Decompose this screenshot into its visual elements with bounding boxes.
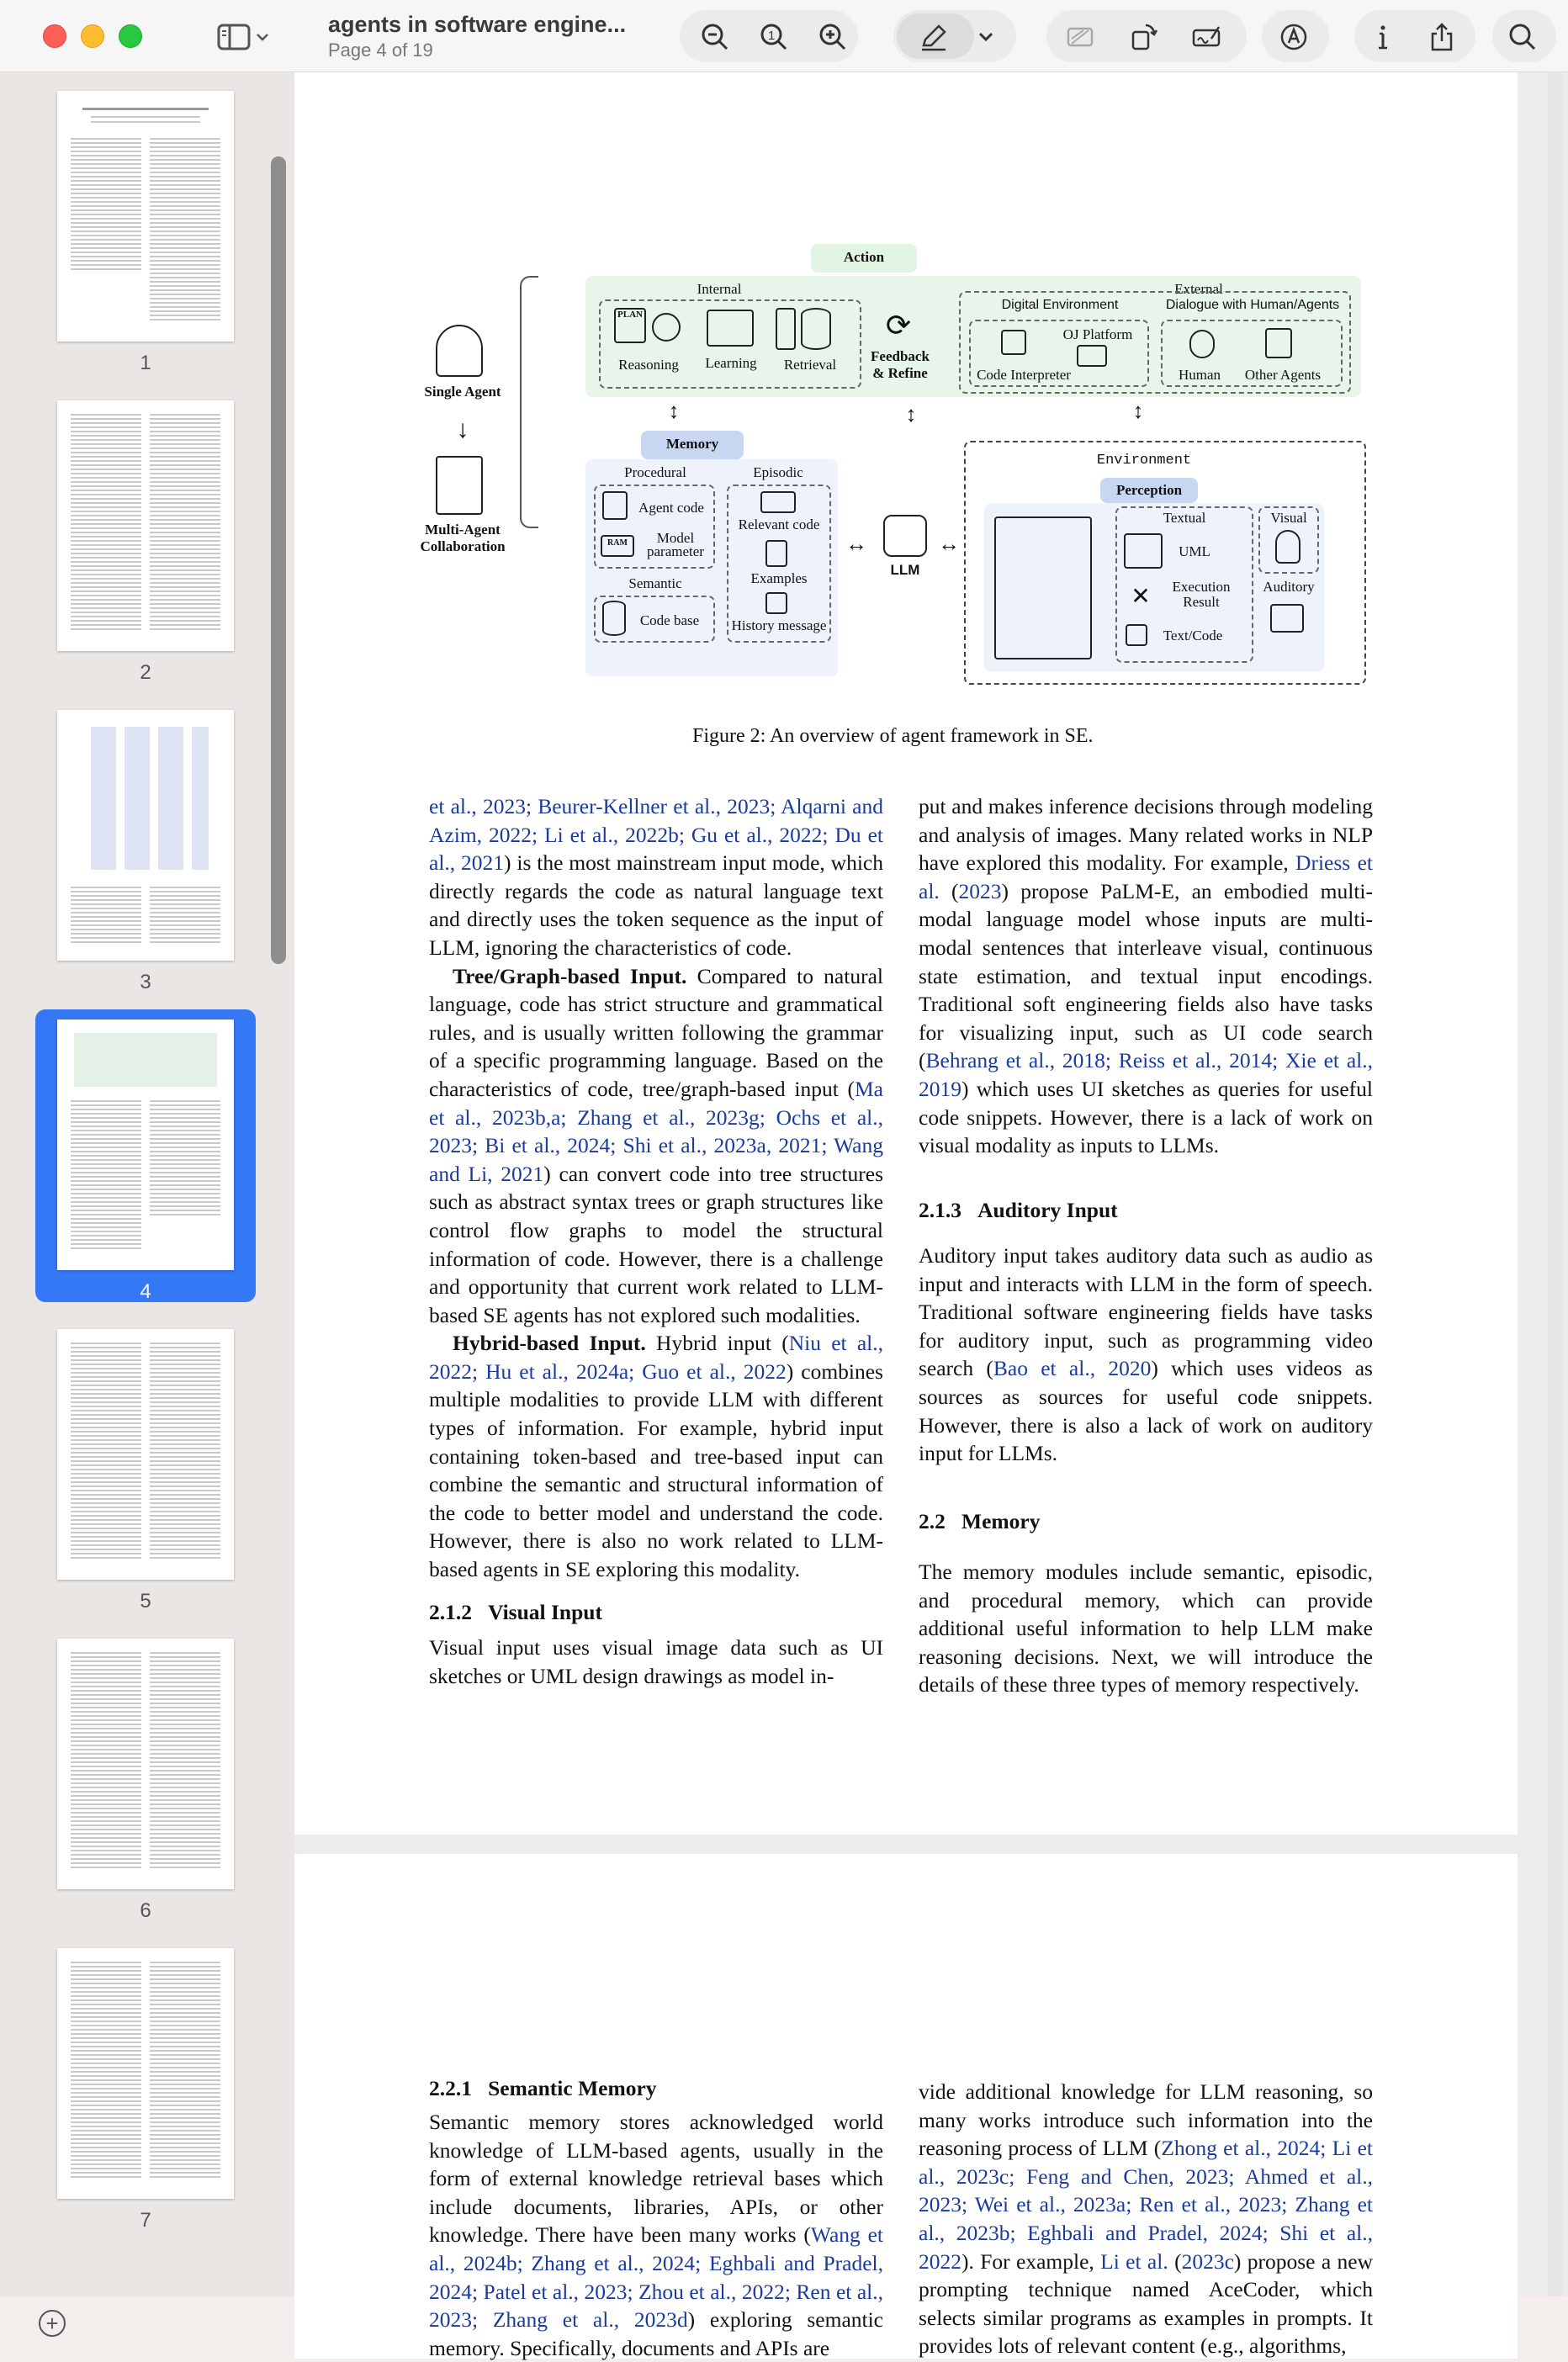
annotate-button[interactable] bbox=[1277, 20, 1311, 54]
clapper-icon bbox=[1270, 604, 1304, 633]
thumbnail-image bbox=[57, 1019, 234, 1270]
body-text: ). For example, bbox=[961, 2248, 1101, 2274]
model-label: Model bbox=[656, 530, 695, 546]
section-heading-auditory bbox=[919, 1198, 1118, 1223]
thumbnail-number: 3 bbox=[140, 971, 151, 993]
arrow-updown-icon: ↕ bbox=[1132, 399, 1144, 423]
citation-link[interactable]: Wang et al., 2024b; Zhang et al., 2024; Eghbali and Pradel, 2024; Patel et al., 2023; Zhou et al., 2022; Ren et al., 2023; Zhang et al., 2023d bbox=[429, 2222, 883, 2333]
share-button[interactable] bbox=[1425, 20, 1459, 54]
human-icon bbox=[1189, 330, 1215, 358]
maximize-window-button[interactable] bbox=[119, 24, 142, 48]
history-message-label: History message bbox=[731, 617, 827, 633]
thumbnail-image bbox=[57, 91, 234, 342]
llm-label: LLM bbox=[890, 562, 920, 578]
zoom-in-icon bbox=[818, 22, 848, 52]
thumbnail-image bbox=[57, 710, 234, 961]
message-icon bbox=[765, 592, 787, 614]
body-text: ) exploring semantic memory. Specifically, documents and APIs are bbox=[429, 2307, 883, 2360]
section-number: 2.1.2 bbox=[429, 1600, 472, 1624]
arrow-updown-icon: ↕ bbox=[668, 399, 680, 423]
add-page-button[interactable] bbox=[39, 2310, 66, 2337]
section-heading-semantic bbox=[429, 2076, 657, 2101]
arrow-updown-icon: ↕ bbox=[905, 402, 917, 426]
body-text: ) propose PaLM-E, an embodied multi-modal language model whose inputs are multi-modal sentences that interleave visual, continuous state estimation, and textual input encodings. Traditional soft engineering fields also have tasks for visualizing input, such as UI code search ( bbox=[919, 878, 1373, 1073]
visual-label: Visual bbox=[1270, 510, 1307, 526]
body-text: ) can convert code into tree structures such as abstract syntax trees or graph structures like control flow graphs to model the structural information of code. However, there is a challenge and opportunity that current work related to LLM-based SE agents has not explored such modalities. bbox=[429, 1161, 883, 1327]
section-number: 2.1.3 bbox=[919, 1198, 961, 1222]
environment-label: Environment bbox=[1096, 453, 1192, 469]
section-title: Visual Input bbox=[488, 1600, 602, 1624]
chevron-down-icon bbox=[256, 32, 269, 42]
agent-code-icon bbox=[602, 491, 628, 520]
section-heading-memory bbox=[919, 1509, 1040, 1534]
plus-icon: + bbox=[45, 2310, 59, 2336]
code-interpreter-label: Code Interpreter bbox=[977, 367, 1071, 383]
body-text: ) is the most mainstream input mode, which directly regards the code as natural language text and directly uses the token sequence as the input of LLM, ignoring the characteristics of code. bbox=[429, 850, 883, 960]
zoom-out-icon bbox=[700, 22, 730, 52]
oj-platform-label: OJ Platform bbox=[1062, 326, 1133, 342]
thumbnail-page-3[interactable] bbox=[35, 710, 256, 994]
section-title: Memory bbox=[961, 1509, 1041, 1533]
thumbnail-image bbox=[57, 1948, 234, 2199]
thumbnail-page-5[interactable] bbox=[35, 1329, 256, 1613]
rotate-icon bbox=[1129, 22, 1159, 52]
plan-label: PLAN bbox=[617, 310, 643, 320]
info-button[interactable] bbox=[1366, 20, 1400, 54]
ram-label: RAM bbox=[607, 538, 628, 548]
actual-size-icon bbox=[759, 22, 789, 52]
text-code-icon bbox=[1126, 624, 1147, 646]
learning-icon bbox=[707, 310, 754, 347]
body-text: ) combines multiple modalities to provide LLM with different types of information. For example, hybrid input containing token-based and tree-based input can combine the semantic and structural information of the code to better model and understand the code. However, there is also no work related to LLM-based agents in SE exploring this modality. bbox=[429, 1358, 883, 1582]
citation-link[interactable]: Ma et al., 2023b,a; Zhang et al., 2023g; Ochs et al., 2023; Bi et al., 2024; Shi et al., 2023a, 2021; Wang and Li, 2021 bbox=[429, 1076, 883, 1186]
bracket bbox=[520, 276, 538, 528]
citation-link[interactable]: Li et al. bbox=[1100, 2248, 1168, 2274]
body-text: ( bbox=[939, 878, 959, 903]
paragraph-heading: Hybrid-based Input. bbox=[453, 1331, 646, 1356]
minimize-window-button[interactable] bbox=[81, 24, 104, 48]
figure-caption: Figure 2: An overview of agent framework in SE. bbox=[692, 725, 1094, 747]
signature-icon bbox=[1191, 22, 1221, 52]
single-agent-icon bbox=[436, 325, 483, 377]
pdf-page-5 bbox=[294, 1854, 1518, 2359]
visual-input-text: Visual input uses visual image data such as UI sketches or UML design drawings as model in- bbox=[429, 1635, 883, 1688]
citation-link[interactable]: Zhong et al., 2024; Li et al., 2023c; Feng and Chen, 2023; Ahmed et al., 2023; Wei et al., 2023a; Ren et al., 2023; Zhang et al., 2023b; Eghbali and Pradel, 2024; Shi et al., 2022 bbox=[919, 2136, 1374, 2274]
auditory-input-text bbox=[919, 1242, 1373, 1468]
sidebar-scrollbar[interactable] bbox=[271, 156, 286, 964]
body-text: Hybrid input ( bbox=[645, 1331, 789, 1356]
digital-environment-label: Digital Environment bbox=[1001, 298, 1119, 312]
paragraph bbox=[429, 962, 883, 1330]
page-indicator: Page 4 of 19 bbox=[328, 40, 433, 61]
dialogue-label: Dialogue with Human/Agents bbox=[1165, 298, 1340, 312]
semantic-memory-text bbox=[429, 2108, 883, 2362]
left-column-text bbox=[429, 792, 883, 1584]
signature-button[interactable] bbox=[1189, 20, 1223, 54]
llm-robot-icon bbox=[883, 515, 927, 557]
actual-size-button[interactable] bbox=[757, 20, 791, 54]
textual-label: Textual bbox=[1163, 510, 1206, 526]
section-number: 2.2.1 bbox=[429, 2076, 472, 2100]
toolbar bbox=[0, 0, 1568, 72]
section-number: 2.2 bbox=[919, 1509, 946, 1533]
right-column-text-page5 bbox=[919, 2078, 1373, 2360]
semantic-label: Semantic bbox=[628, 575, 682, 591]
zoom-in-button[interactable] bbox=[816, 20, 850, 54]
thumbnail-number: 1 bbox=[140, 352, 151, 374]
reasoning-label: Reasoning bbox=[618, 357, 679, 373]
document-icon bbox=[765, 540, 787, 567]
uml-icon bbox=[1124, 533, 1163, 569]
human-label: Human bbox=[1178, 367, 1221, 383]
thumbnail-page-2[interactable] bbox=[35, 400, 256, 685]
agent-code-label: Agent code bbox=[638, 500, 704, 516]
annotate-icon bbox=[1279, 22, 1309, 52]
document-title: agents in software engine... bbox=[328, 12, 627, 37]
body-text: Auditory input takes auditory data such as audio as input and interacts with LLM in the form of speech. Traditional software engineering fields have tasks for auditory input, such as programming video search ( bbox=[919, 1243, 1373, 1381]
internal-label: Internal bbox=[697, 281, 742, 297]
document-view bbox=[294, 72, 1568, 2360]
relevant-code-label: Relevant code bbox=[738, 516, 820, 532]
ear-icon bbox=[1275, 530, 1300, 564]
code-icon bbox=[760, 491, 796, 513]
citation-link[interactable]: Bao et al., 2020 bbox=[993, 1356, 1152, 1381]
markup-button[interactable] bbox=[917, 20, 951, 54]
zoom-out-button[interactable] bbox=[698, 20, 732, 54]
reasoning-flow-icon bbox=[652, 313, 681, 342]
arrow-down-icon: ↓ bbox=[456, 416, 469, 443]
body-text: ( bbox=[1168, 2248, 1182, 2274]
refresh-icon: ⟳ bbox=[885, 309, 912, 342]
citation-link[interactable]: Behrang et al., 2018; Reiss et al., 2014; Xie et al., 2019 bbox=[919, 1048, 1373, 1101]
multi-agent-icon bbox=[436, 456, 483, 515]
arrow-leftright-icon: ↔ bbox=[845, 532, 867, 556]
thumbnail-page-1[interactable] bbox=[35, 91, 256, 375]
text-code-label: Text/Code bbox=[1163, 628, 1223, 643]
auditory-label: Auditory bbox=[1263, 579, 1315, 595]
thumbnail-image bbox=[57, 400, 234, 651]
external-label: External bbox=[1174, 281, 1223, 297]
share-icon bbox=[1427, 22, 1457, 52]
markup-pen-icon bbox=[919, 22, 949, 52]
input-encoder-icon bbox=[994, 516, 1092, 659]
body-text: Semantic memory stores acknowledged world knowledge of LLM-based agents, usually in the form of external knowledge retrieval bases which include documents, libraries, APIs, or other knowledge. There have been many works ( bbox=[429, 2110, 883, 2248]
thumbnail-sidebar bbox=[0, 72, 294, 2336]
pdf-page-4 bbox=[294, 72, 1518, 1835]
collaboration-label: Collaboration bbox=[420, 538, 506, 554]
figure-agent-framework bbox=[412, 239, 1371, 777]
thumbnail-number: 4 bbox=[140, 1280, 151, 1303]
result-label: Result bbox=[1183, 594, 1220, 610]
code-icon bbox=[1001, 330, 1026, 355]
thumbnail-image bbox=[57, 1329, 234, 1580]
monitor-icon bbox=[1077, 345, 1107, 367]
code-base-label: Code base bbox=[639, 612, 700, 628]
perception-label: Perception bbox=[1115, 482, 1183, 498]
citation-link[interactable]: et al., 2023; Beurer-Kellner et al., 2023; Alqarni and Azim, 2022; Li et al., 2022b; Gu et al., 2022; Du et al., 2021 bbox=[429, 794, 883, 876]
other-agents-label: Other Agents bbox=[1244, 367, 1322, 383]
thumbnail-number: 7 bbox=[140, 2209, 151, 2232]
body-text: put and makes inference decisions through modeling and analysis of images. Many related works in NLP have explored this modality. For example, bbox=[919, 794, 1373, 876]
citation-link[interactable]: Niu et al., 2022; Hu et al., 2024a; Guo et al., 2022 bbox=[429, 1331, 884, 1384]
sidebar-icon bbox=[217, 24, 251, 50]
body-text: ) propose a new prompting technique named AceCoder, which selects similar programs as examples in prompts. It provides lots of relevant content (e.g., algorithms, bbox=[919, 2248, 1374, 2359]
redact-icon bbox=[1065, 22, 1095, 52]
multi-agent-label: Multi-Agent bbox=[425, 522, 501, 538]
thumbnail-number: 6 bbox=[140, 1899, 151, 1922]
svg-text:1: 1 bbox=[768, 29, 776, 43]
citation-link[interactable]: Driess et al. bbox=[919, 850, 1373, 903]
tools-icon: ✕ bbox=[1131, 584, 1151, 610]
robot-icon bbox=[1265, 328, 1292, 358]
citation-link[interactable]: 2023c bbox=[1181, 2248, 1234, 2274]
paragraph-heading: Tree/Graph-based Input. bbox=[453, 963, 687, 988]
thumbnail-page-6[interactable] bbox=[35, 1639, 256, 1923]
citation-link[interactable]: 2023 bbox=[958, 878, 1002, 903]
parameter-label: parameter bbox=[647, 543, 704, 559]
markup-menu-button[interactable] bbox=[969, 20, 1003, 54]
body-text: ) which uses videos as sources as sources for useful code snippets. However, there is also a lack of work on auditory input for LLMs. bbox=[919, 1356, 1373, 1466]
paragraph bbox=[429, 1329, 883, 1583]
retrieval-label: Retrieval bbox=[783, 357, 837, 373]
episodic-label: Episodic bbox=[753, 464, 803, 480]
thumbnail-page-7[interactable] bbox=[35, 1948, 256, 2232]
execution-label: Execution bbox=[1172, 579, 1231, 595]
body-text: Compared to natural language, code has strict structure and grammatical rules, and is usually written following the grammar of a specific programming language. Based on the characteristics of code, tree/graph-based input ( bbox=[429, 963, 883, 1101]
learning-label: Learning bbox=[705, 355, 757, 371]
right-column-text bbox=[919, 792, 1373, 1160]
action-label: Action bbox=[843, 249, 885, 265]
code-doc-icon bbox=[776, 308, 796, 350]
close-window-button[interactable] bbox=[43, 24, 66, 48]
procedural-label: Procedural bbox=[624, 464, 686, 480]
body-text: vide additional knowledge for LLM reasoning, so many works introduce such information into the reasoning process of LLM ( bbox=[919, 2079, 1373, 2161]
chevron-down-icon bbox=[971, 22, 1001, 52]
thumbnail-number: 2 bbox=[140, 661, 151, 684]
section-heading-visual bbox=[429, 1600, 602, 1625]
arrow-leftright-icon: ↔ bbox=[938, 532, 960, 556]
document-scrollbar[interactable] bbox=[1548, 72, 1563, 2296]
uml-label: UML bbox=[1179, 543, 1210, 559]
thumbnail-page-4[interactable] bbox=[35, 1019, 256, 1304]
thumbnail-image bbox=[57, 1639, 234, 1889]
rotate-button[interactable] bbox=[1127, 20, 1161, 54]
database-icon bbox=[602, 601, 626, 636]
section-title: Auditory Input bbox=[977, 1198, 1118, 1222]
search-button[interactable] bbox=[1506, 20, 1539, 54]
sidebar-toggle-button[interactable] bbox=[217, 22, 274, 52]
thumbnail-number: 5 bbox=[140, 1590, 151, 1613]
section-title: Semantic Memory bbox=[488, 2076, 657, 2100]
info-icon bbox=[1368, 22, 1398, 52]
memory-label: Memory bbox=[665, 436, 719, 452]
body-text: ) which uses UI sketches as queries for useful code snippets. However, there is a lack of work on visual modality as inputs to LLMs. bbox=[919, 1076, 1373, 1158]
memory-text: The memory modules include semantic, episodic, and procedural memory, which can provide additional useful information to help LLM make reasoning decisions. Next, we will introduce the details of these three types of memory respectively. bbox=[919, 1560, 1373, 1697]
refine-label: & Refine bbox=[872, 365, 928, 381]
search-icon bbox=[1507, 22, 1538, 52]
database-icon bbox=[801, 308, 831, 350]
single-agent-label: Single Agent bbox=[424, 384, 501, 400]
examples-label: Examples bbox=[750, 570, 808, 586]
redact-button[interactable] bbox=[1063, 20, 1097, 54]
feedback-label: Feedback bbox=[871, 348, 930, 364]
